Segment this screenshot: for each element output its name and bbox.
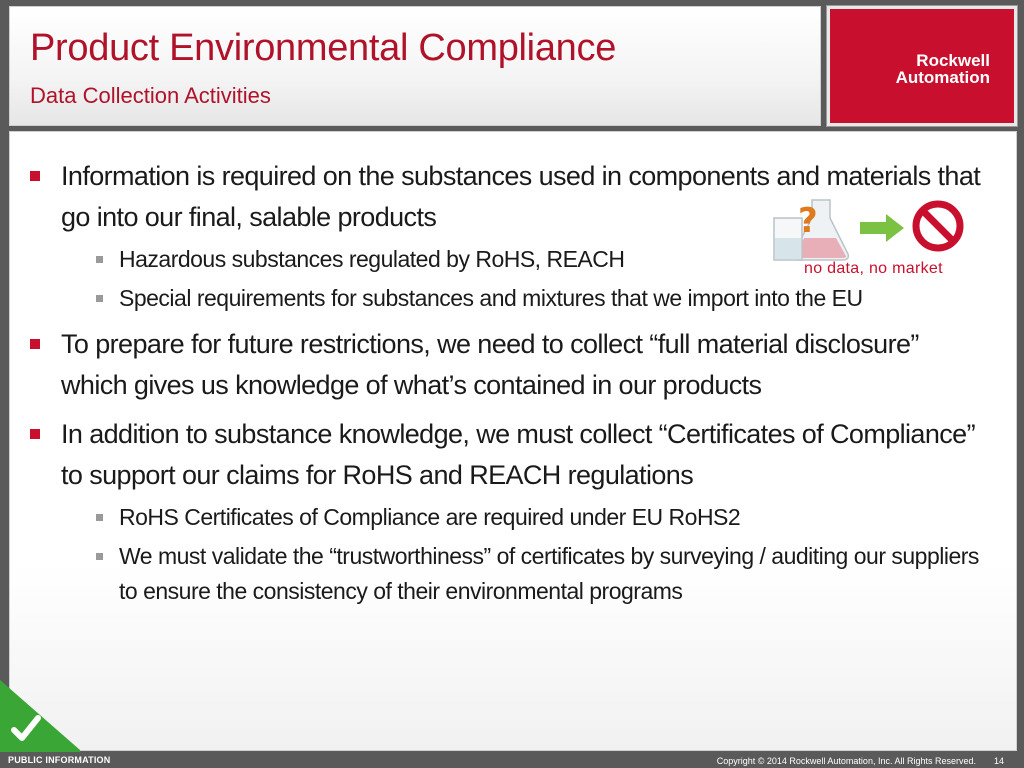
gray-square-bullet-icon — [96, 256, 103, 263]
red-square-bullet-icon — [30, 171, 40, 181]
classification-label: PUBLIC INFORMATION — [8, 755, 111, 765]
no-data-no-market-graphic — [768, 192, 968, 288]
bullet-text: Information is required on the substances used in components and materials that go into our final, salable products — [61, 161, 981, 232]
sub-bullet-item — [10, 500, 1010, 535]
slide-body — [9, 131, 1017, 751]
slide-title: Product Environmental Compliance — [30, 27, 617, 69]
logo-line-2: Automation — [895, 68, 990, 87]
bullet-item — [10, 324, 1010, 406]
sub-bullet-text: We must validate the “trustworthiness” of certificates by surveying / auditing our suppliers to ensure the consistency of their environmental programs — [119, 543, 979, 604]
svg-text:?: ? — [798, 201, 818, 241]
sub-bullet-text: RoHS Certificates of Compliance are required under EU RoHS2 — [119, 504, 741, 530]
sub-bullet-item — [10, 539, 1010, 609]
red-square-bullet-icon — [30, 429, 40, 439]
gray-square-bullet-icon — [96, 514, 103, 521]
bullet-text: In addition to substance knowledge, we must collect “Certificates of Compliance” to support our claims for RoHS and REACH regulations — [61, 419, 975, 490]
logo-line-1: Rockwell — [916, 51, 990, 70]
bullet-text: To prepare for future restrictions, we need to collect “full material disclosure” which gives us knowledge of what’s contained in our products — [61, 329, 919, 400]
sub-bullet-text: Special requirements for substances and mixtures that we import into the EU — [119, 285, 863, 311]
sub-bullet-text: Hazardous substances regulated by RoHS, REACH — [119, 246, 625, 272]
gray-square-bullet-icon — [96, 553, 103, 560]
copyright-text: Copyright © 2014 Rockwell Automation, Inc. All Rights Reserved. — [716, 756, 976, 766]
graphic-caption: no data, no market — [804, 260, 943, 277]
slide-subtitle: Data Collection Activities — [30, 83, 271, 108]
red-square-bullet-icon — [30, 339, 40, 349]
page-number: 14 — [993, 756, 1004, 766]
gray-square-bullet-icon — [96, 295, 103, 302]
bullet-item — [10, 414, 1010, 496]
logo-wordmark — [896, 52, 990, 86]
beaker-question-icon — [768, 192, 968, 262]
company-logo — [827, 6, 1017, 126]
title-bar — [9, 6, 821, 126]
